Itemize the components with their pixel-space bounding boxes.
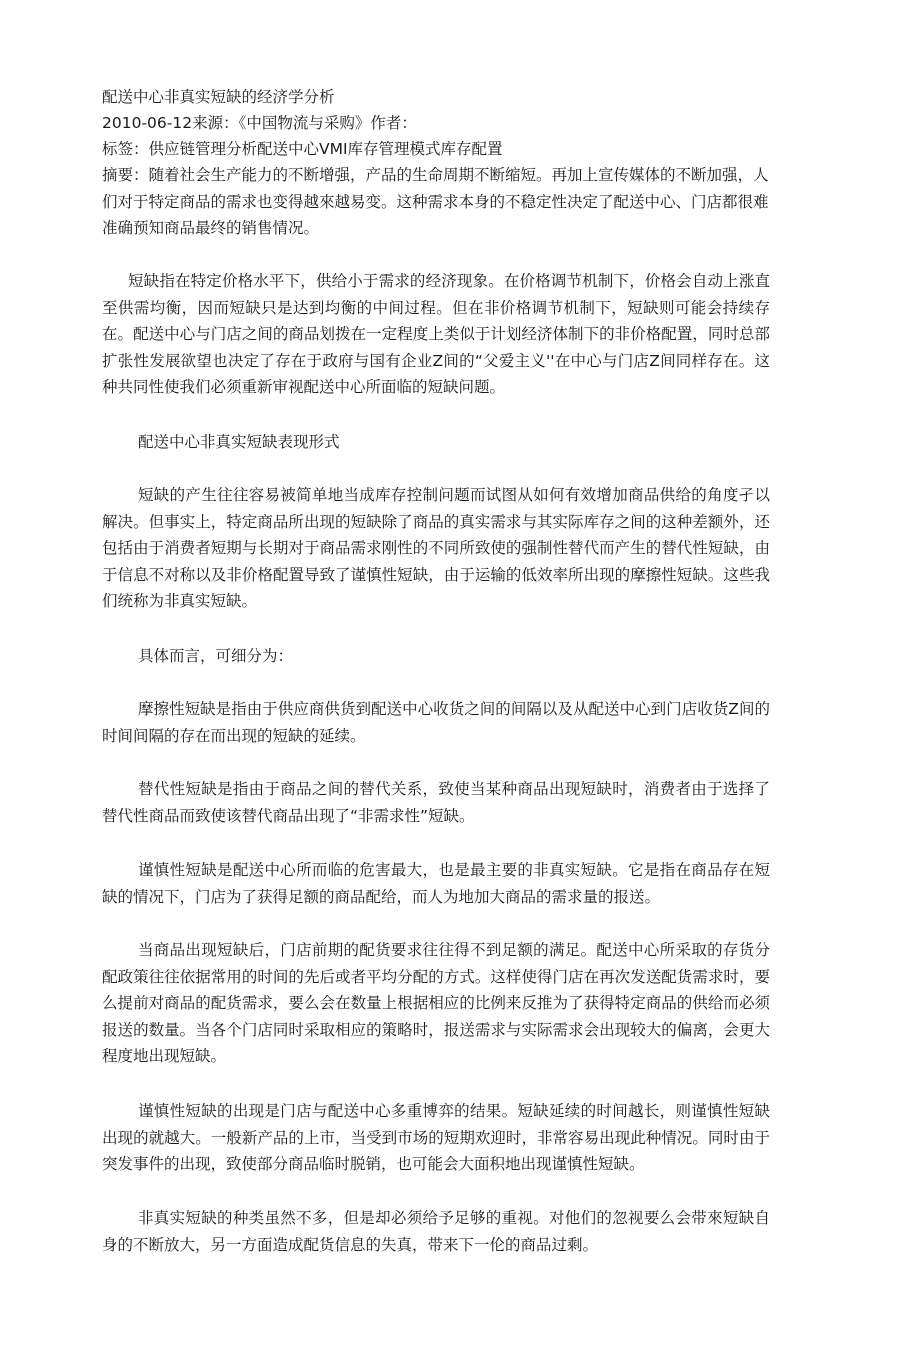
- paragraph: 替代性短缺是指由于商品之间的替代关系，致使当某种商品出现短缺时，消费者由于选择了替代性商品而致使该替代商品出现了“非需求性”短缺。: [102, 780, 770, 825]
- document-title: 配送中心非真实短缺的经济学分析: [102, 88, 335, 106]
- paragraph: 摩擦性短缺是指由于供应商供货到配送中心收货之间的间隔以及从配送中心到门店收货Z间的时间间隔的存在而出现的短缺的延续。: [102, 700, 770, 745]
- paragraph: 短缺指在特定价格水平下，供给小于需求的经济现象。在价格调节机制下，价格会自动上涨直至供需均衡，因而短缺只是达到均衡的中间过程。但在非价格调节机制下，短缺则可能会持续存在。配送中心与门店之间的商品划拨在一定程度上类似于计划经济体制下的非价格配置，同时总部扩张性发展欲望也决定了存在于政府与国有企业Z间的“父爱主义''在中心与门店Z间同样存在。这种共同性使我们必须重新审视配送中心所面临的短缺问题。: [102, 272, 770, 396]
- paragraph: 短缺的产生往往容易被简单地当成库存控制问题而试图从如何有效增加商品供给的角度孑以解决。但事实上，特定商品所出现的短缺除了商品的真实需求与其实际库存之间的这种差额外，还包括由于消费者短期与长期对于商品需求刚性的不同所致使的强制性替代而产生的替代性短缺，由于信息不对称以及非价格配置导致了谨慎性短缺，由于运输的低效率所出现的摩擦性短缺。这些我们统称为非真实短缺。: [102, 486, 770, 610]
- tags-line: 标签：供应链管理分析配送中心VMI库存管理模式库存配置: [102, 140, 503, 158]
- paragraph: 非真实短缺的种类虽然不多，但是却必须给予足够的重视。对他们的忽视要么会带來短缺自身的不断放大，另一方面造成配货信息的失真，带来下一伦的商品过剩。: [102, 1209, 770, 1254]
- paragraph: 谨慎性短缺的出现是门店与配送中心多重博弈的结果。短缺延续的时间越长，则谨慎性短缺出现的就越大。一般新产品的上市，当受到市场的短期欢迎时，非常容易出现此种情况。同时由于突发事件的出现，致使部分商品临时脱销，也可能会大面积地出现谨慎性短缺。: [102, 1102, 770, 1173]
- paragraph: 当商品出现短缺后，门店前期的配货要求往往得不到足额的满足。配送中心所采取的存货分配政策往往依据常用的时间的先后或者平均分配的方式。这样使得门店在再次发送配货需求时，要么提前对商品的配货需求，要么会在数量上根据相应的比例来反推为了获得特定商品的供给而必须报送的数量。当各个门店同时采取相应的策略时，报送需求与实际需求会出现较大的偏离，会更大程度地出现短缺。: [102, 941, 770, 1065]
- section-heading: 配送中心非真实短缺表现形式: [138, 433, 340, 451]
- abstract: 摘要：随着社会生产能力的不断增强，产品的生命周期不断缩短。再加上宣传媒体的不断加强，人们对于特定商品的需求也变得越來越易变。这种需求本身的不稳定性决定了配送中心、门店都很难准确预知商品最终的销售情况。: [102, 166, 769, 237]
- paragraph: 谨慎性短缺是配送中心所而临的危害最大，也是最主要的非真实短缺。它是指在商品存在短缺的情况下，门店为了获得足额的商品配给，而人为地加大商品的需求量的报送。: [102, 861, 770, 906]
- paragraph: 具体而言，可细分为：: [138, 647, 294, 665]
- publish-meta: 2010-06-12来源：《中国物流与采购》作者：: [102, 114, 417, 132]
